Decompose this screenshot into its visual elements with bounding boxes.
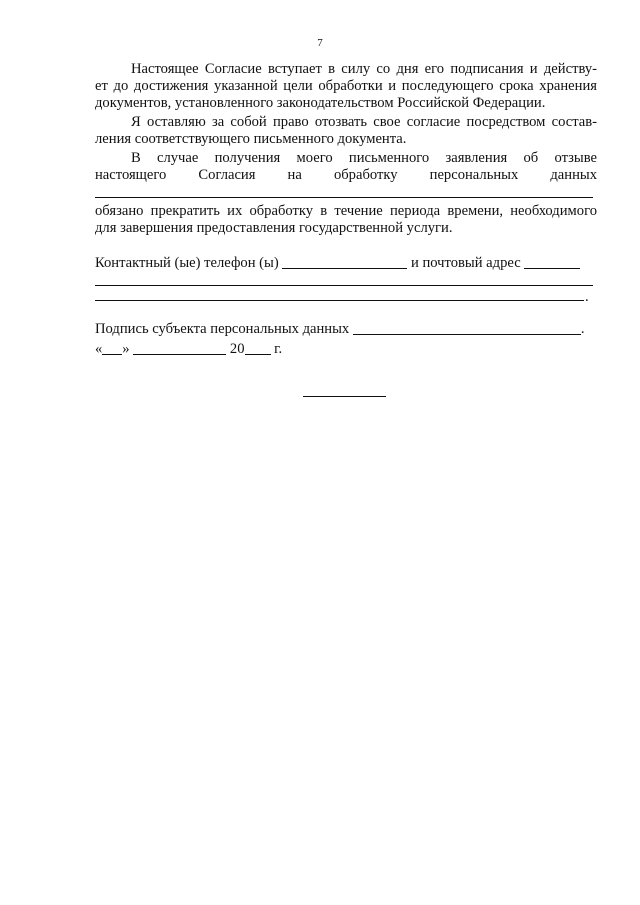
- year-suffix: г.: [274, 341, 283, 357]
- address-blank-start: [524, 268, 580, 269]
- revocation-right-line-1: Я оставляю за собой право отозвать свое согласие посредством состав-: [131, 114, 597, 130]
- revocation-case-line-4: для завершения предоставления государственной услуги.: [95, 220, 453, 236]
- revocation-case-line-1: В случае получения моего письменного заявления об отзыве: [131, 150, 597, 166]
- consent-validity-line-1: Настоящее Согласие вступает в силу со дня его подписания и действу-: [131, 61, 597, 77]
- end-separator-line: [303, 396, 386, 397]
- page-number: 7: [317, 37, 323, 49]
- address-blank-line-2: [95, 300, 584, 301]
- phone-label: Контактный (ые) телефон (ы): [95, 255, 279, 271]
- signature-blank: [353, 334, 581, 335]
- revocation-case-line-2: настоящего Согласия на обработку персональных данных: [95, 167, 597, 183]
- signature-label: Подпись субъекта персональных данных: [95, 321, 350, 337]
- signature-line: [95, 321, 597, 338]
- contacts-line: [95, 255, 597, 272]
- revocation-right-line-2: ления соответствующего письменного документа.: [95, 131, 407, 147]
- year-prefix: 20: [229, 341, 245, 357]
- operator-name-blank-line: [95, 197, 593, 198]
- revocation-case-line-3: обязано прекратить их обработку в течение периода времени, необходимого: [95, 203, 597, 219]
- date-line: [95, 341, 597, 358]
- address-label: и почтовый адрес: [411, 255, 521, 271]
- address-end-dot: .: [585, 289, 589, 305]
- date-open-quote: «: [95, 341, 103, 357]
- address-blank-line-1: [95, 285, 593, 286]
- year-blank: [245, 354, 271, 355]
- month-blank: [133, 354, 226, 355]
- day-blank: [102, 354, 122, 355]
- phone-blank: [282, 268, 407, 269]
- date-close-quote: »: [122, 341, 130, 357]
- consent-validity-line-3: документов, установленного законодательством Российской Федерации.: [95, 95, 546, 111]
- signature-end-dot: .: [580, 321, 585, 337]
- consent-validity-line-2: ет до достижения указанной цели обработки и последующего срока хранения: [95, 78, 597, 94]
